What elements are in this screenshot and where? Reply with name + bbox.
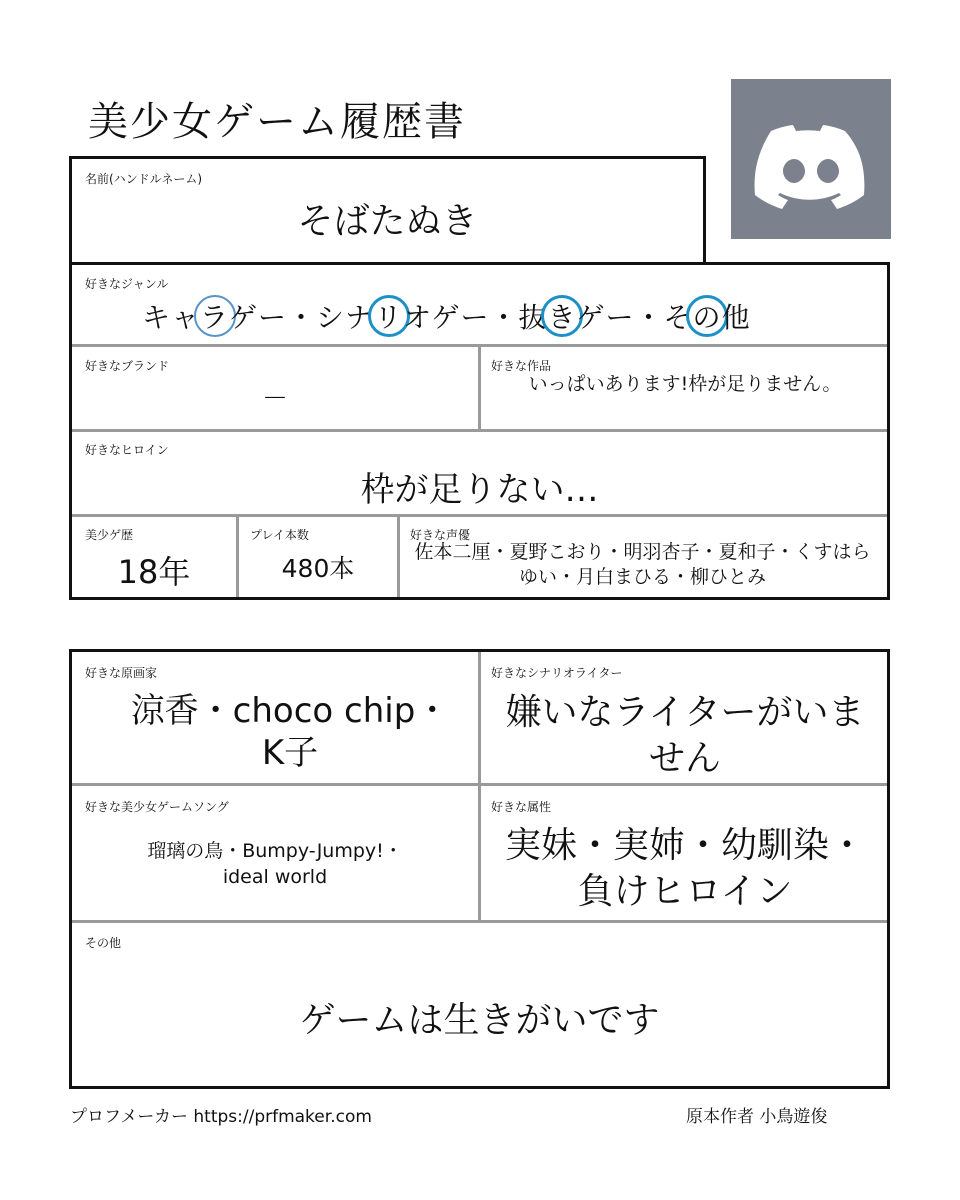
divider [478, 652, 481, 922]
page-title: 美少女ゲーム履歴書 [88, 99, 466, 145]
genre-circled-char: リ [374, 296, 403, 336]
divider [72, 429, 887, 432]
divider [72, 920, 887, 923]
genre-circled-char: の [693, 296, 722, 336]
divider [478, 347, 481, 430]
genre-list [142, 296, 751, 336]
heroine-label: 好きなヒロイン [85, 443, 169, 457]
attr-label: 好きな属性 [491, 800, 552, 814]
discord-logo-icon [731, 79, 891, 239]
history-label: 美少ゲ歴 [85, 528, 134, 542]
count-value: 480本 [281, 554, 355, 583]
genre-text: ゲー・シナ [229, 301, 375, 334]
work-label: 好きな作品 [491, 359, 552, 373]
artist-label: 好きな原画家 [85, 666, 158, 680]
writer-value: 嫌いなライターがいません [505, 692, 865, 779]
genre-text: キャ [142, 301, 201, 334]
divider [72, 783, 887, 786]
artist-value: 涼香・choco chip・K子 [130, 691, 450, 773]
heroine-value: 枠が足りない… [360, 470, 599, 510]
brand-value: － [261, 384, 288, 414]
history-value: 18年 [117, 553, 191, 591]
name-label: 名前(ハンドルネーム) [85, 172, 203, 186]
maker-credit: プロフメーカー https://prfmaker.com [70, 1107, 372, 1127]
attr-value: 実妹・実姉・幼馴染・負けヒロイン [504, 825, 865, 912]
count-label: プレイ本数 [250, 528, 309, 542]
voice-value: 佐本二厘・夏野こおり・明羽杏子・夏和子・くすはらゆい・月白まひる・柳ひとみ [414, 541, 871, 588]
divider [72, 514, 887, 517]
other-value: ゲームは生きがいです [299, 1000, 660, 1041]
genre-label: 好きなジャンル [85, 277, 169, 291]
voice-label: 好きな声優 [410, 528, 471, 542]
genre-circled-char: き [548, 296, 577, 336]
song-label: 好きな美少女ゲームソング [85, 800, 229, 814]
genre-text: 他 [721, 301, 751, 334]
avatar [731, 79, 891, 239]
genre-circled-char: ラ [200, 296, 229, 336]
other-label: その他 [85, 936, 122, 950]
writer-label: 好きなシナリオライター [491, 666, 623, 680]
name-value: そばたぬき [297, 201, 478, 242]
divider [397, 517, 400, 597]
work-value: いっぱいあります!枠が足りません。 [528, 373, 842, 395]
song-value: 瑠璃の鳥・Bumpy-Jumpy!・ideal world [147, 840, 403, 888]
brand-label: 好きなブランド [85, 359, 170, 373]
author-credit: 原本作者 小鳥遊俊 [686, 1107, 828, 1127]
genre-text: オゲー・抜 [403, 301, 548, 334]
genre-text: ゲー・そ [576, 301, 693, 334]
